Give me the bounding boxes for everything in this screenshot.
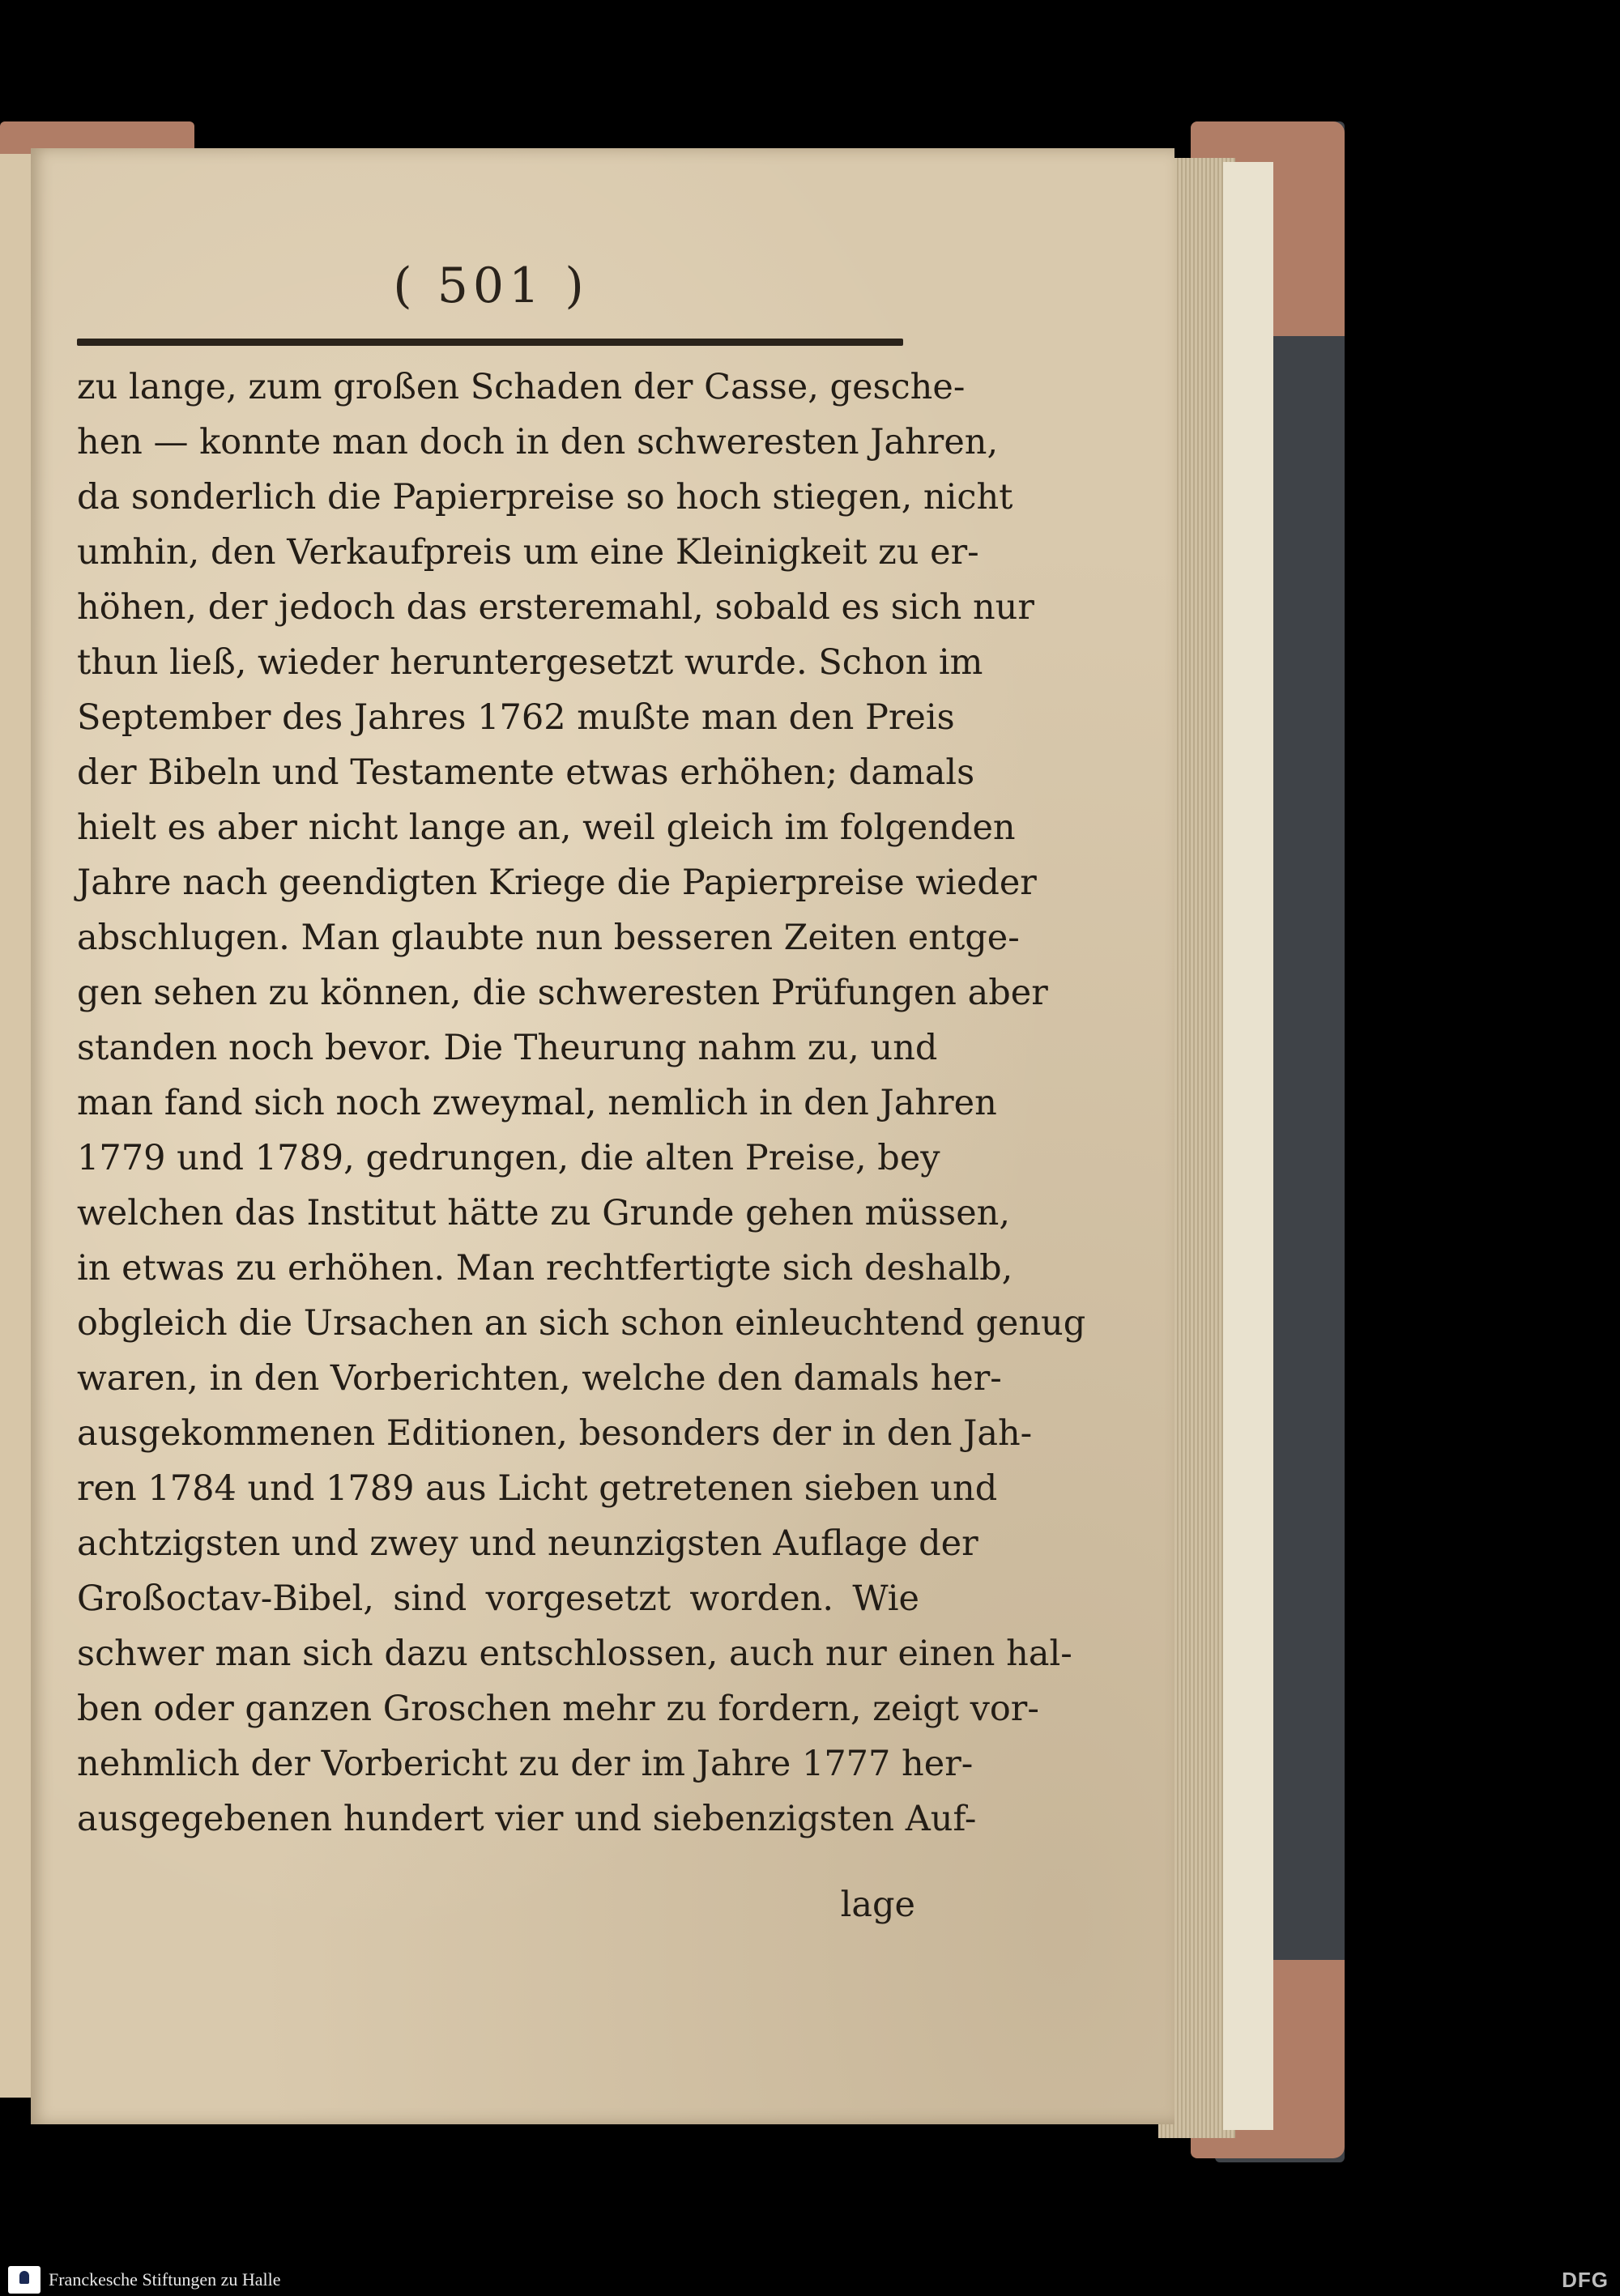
institution-name: Franckesche Stiftungen zu Halle [49,2269,281,2290]
text-line: Jahre nach geendigten Kriege die Papierpreise wieder [77,863,1037,903]
text-line: Großoctav-Bibel, sind vorgesetzt worden. Wie [77,1578,919,1619]
flyleaf [1223,162,1273,2130]
text-line: thun ließ, wieder heruntergesetzt wurde. Schon im [77,642,983,683]
text-line: ausgekommenen Editionen, besonders der in den Jah- [77,1413,1033,1454]
text-line: waren, in den Vorberichten, welche den damals her- [77,1358,1002,1399]
dfg-logo: DFG [1562,2268,1609,2292]
text-line: man fand sich noch zweymal, nemlich in den Jahren [77,1083,997,1123]
text-line: höhen, der jedoch das ersteremahl, sobald es sich nur [77,587,1034,628]
catchword: lage [840,1885,915,1925]
text-line: umhin, den Verkaufpreis um eine Kleinigkeit zu er- [77,532,979,573]
text-line: in etwas zu erhöhen. Man rechtfertigte sich deshalb, [77,1248,1013,1289]
text-line: ausgegebenen hundert vier und siebenzigsten Auf- [77,1799,977,1839]
text-line: ren 1784 und 1789 aus Licht getretenen sieben und [77,1468,998,1509]
text-line: hielt es aber nicht lange an, weil gleich im folgenden [77,807,1016,848]
text-line: hen — konnte man doch in den schweresten Jahren, [77,422,999,462]
text-line: der Bibeln und Testamente etwas erhöhen; damals [77,752,975,793]
text-line: standen noch bevor. Die Theurung nahm zu, und [77,1028,938,1068]
institution-logo-icon [8,2266,40,2294]
text-line: zu lange, zum großen Schaden der Casse, gesche- [77,367,966,407]
text-line: obgleich die Ursachen an sich schon einleuchtend genug [77,1303,1086,1344]
header-rule [77,339,903,346]
text-line: 1779 und 1789, gedrungen, die alten Preise, bey [77,1138,940,1178]
text-line: achtzigsten und zwey und neunzigsten Auflage der [77,1523,978,1564]
text-line: gen sehen zu können, die schweresten Prüfungen aber [77,973,1048,1013]
body-text [77,360,1086,1847]
text-line: welchen das Institut hätte zu Grunde gehen müssen, [77,1193,1011,1233]
text-line: schwer man sich dazu entschlossen, auch nur einen hal- [77,1634,1072,1674]
page-number: ( 501 ) [393,258,589,314]
text-line: abschlugen. Man glaubte nun besseren Zeiten entge- [77,918,1020,958]
text-line: nehmlich der Vorbericht zu der im Jahre 1777 her- [77,1744,974,1784]
text-line: ben oder ganzen Groschen mehr zu fordern, zeigt vor- [77,1689,1039,1729]
text-line: September des Jahres 1762 mußte man den Preis [77,697,955,738]
text-line: da sonderlich die Papierpreise so hoch stiegen, nicht [77,477,1013,518]
